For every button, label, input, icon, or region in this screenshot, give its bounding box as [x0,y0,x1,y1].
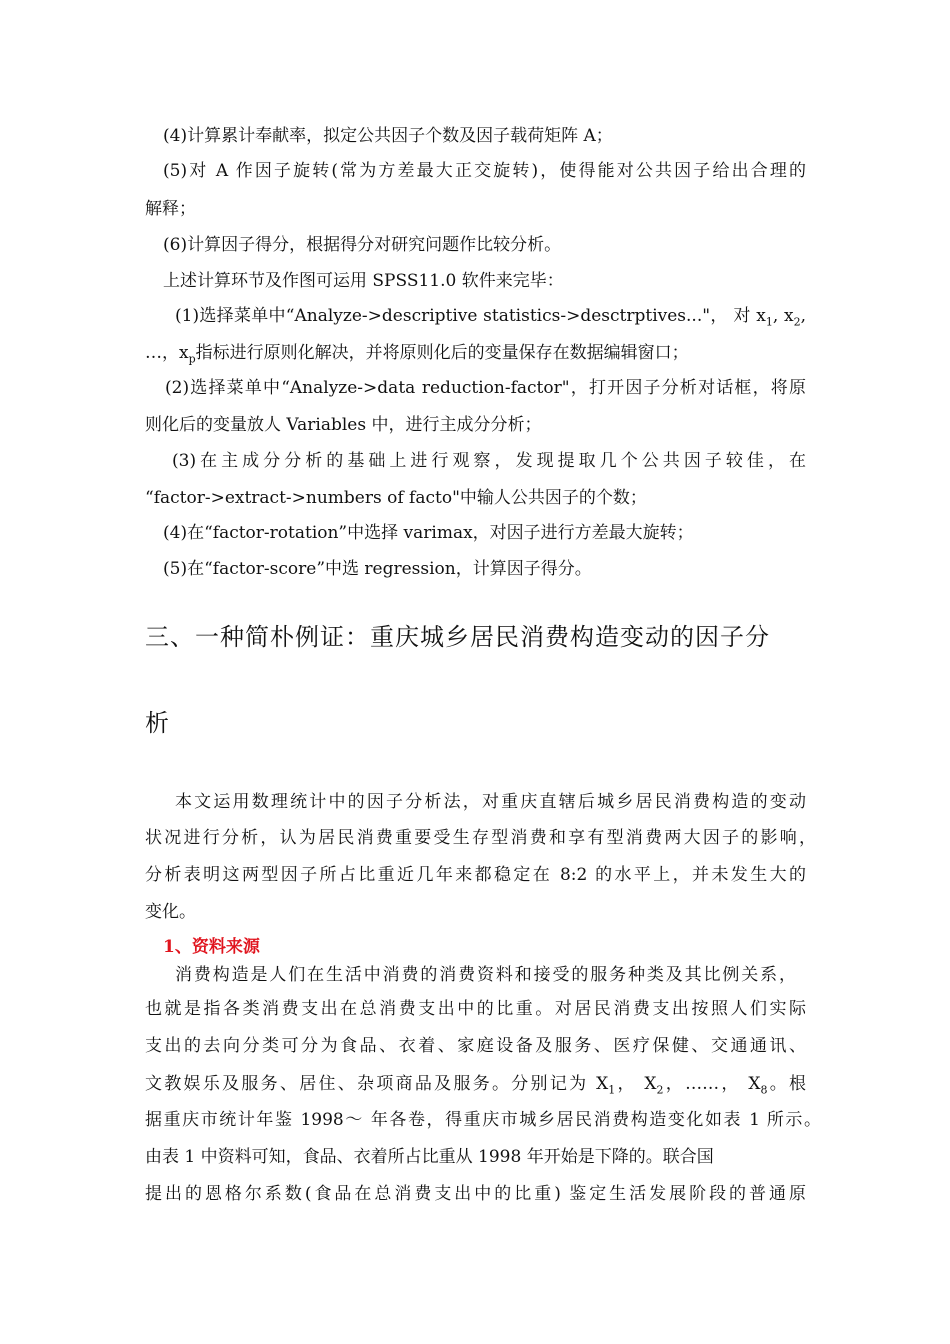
source-line4-text: 文教娱乐及服务、居住、杂项商品及服务。分别记为 X [145,1074,609,1094]
subscript: 1 [608,1083,616,1097]
source-line5: 据重庆市统计年鉴 1998～ 年各卷，得重庆市城乡居民消费构造变化如表 1 所示。 [145,1110,821,1130]
spss-step-2-line1: (2)选择菜单中“Analyze->data reduction-factor"，打开因子分析对话框，将原 [165,378,806,398]
source-line4-text: ，……， X [663,1074,761,1094]
subscript: 8 [760,1083,768,1097]
spss-step-1-line1 [175,305,806,327]
source-line6: 由表 1 中资料可知，食品、衣着所占比重从 1998 年开始是下降的。联合国 [145,1147,714,1167]
subscript: 1 [765,315,773,329]
spss-step-3-line1: (3)在主成分分析的基础上进行观察，发现提取几个公共因子较佳，在 [172,451,806,471]
subscript: 2 [656,1083,664,1097]
subsection-heading: 1、资料来源 [163,937,260,957]
section-heading-line1: 三、一种简朴例证：重庆城乡居民消费构造变动的因子分 [145,623,770,651]
spss-step-2-line2: 则化后的变量放人 Variables 中，进行主成分分析； [145,415,542,435]
section-heading-line2: 析 [145,709,170,737]
step-5-text-line2: 解释； [145,199,196,219]
spss-intro-text: 上述计算环节及作图可运用 SPSS11.0 软件来完毕： [163,271,564,291]
source-line1: 消费构造是人们在生活中消费的消费资料和接受的服务种类及其比例关系， [175,965,796,985]
spss-step-5-text: (5)在“factor-score”中选 regression，计算因子得分。 [163,559,592,579]
spss-step-1-text: , [800,306,806,326]
spss-step-1-text: …，x [145,343,189,363]
source-line4-text: ， X [615,1074,657,1094]
spss-step-4-text: (4)在“factor-rotation”中选择 varimax，对因子进行方差最大旋转； [163,523,694,543]
spss-step-1-text: (1)选择菜单中“Analyze->descriptive statistics->desctrptives..."， 对 x [175,306,766,326]
abstract-line3: 分析表明这两型因子所占比重近几年来都稳定在 8:2 的水平上，并未发生大的 [145,865,806,885]
step-6-text: (6)计算因子得分，根据得分对研究问题作比较分析。 [163,235,562,255]
spss-step-1-text: , x [772,306,794,326]
subscript: p [188,352,196,366]
source-line4-text: 。根 [767,1074,806,1094]
spss-step-3-line2: “factor->extract->numbers of facto"中输人公共因子的个数； [145,488,647,508]
subscript: 2 [793,315,801,329]
step-4-text: (4)计算累计奉献率，拟定公共因子个数及因子载荷矩阵 A； [163,126,613,146]
spss-step-1-text: 指标进行原则化解决，并将原则化后的变量保存在数据编辑窗口； [195,343,689,363]
step-5-text-line1: (5)对 A 作因子旋转(常为方差最大正交旋转)，使得能对公共因子给出合理的 [163,161,806,181]
abstract-line4: 变化。 [145,902,196,922]
source-line3: 支出的去向分类可分为食品、衣着、家庭设备及服务、医疗保健、交通通讯、 [145,1036,806,1056]
abstract-line2: 状况进行分析，认为居民消费重要受生存型消费和享有型消费两大因子的影响， [145,828,816,848]
abstract-line1: 本文运用数理统计中的因子分析法，对重庆直辖后城乡居民消费构造的变动 [175,792,806,812]
spss-step-1-line2 [145,342,689,364]
source-line4 [145,1073,806,1095]
source-line7: 提出的恩格尔系数(食品在总消费支出中的比重) 鉴定生活发展阶段的普通原 [145,1184,806,1204]
source-line2: 也就是指各类消费支出在总消费支出中的比重。对居民消费支出按照人们实际 [145,999,806,1019]
